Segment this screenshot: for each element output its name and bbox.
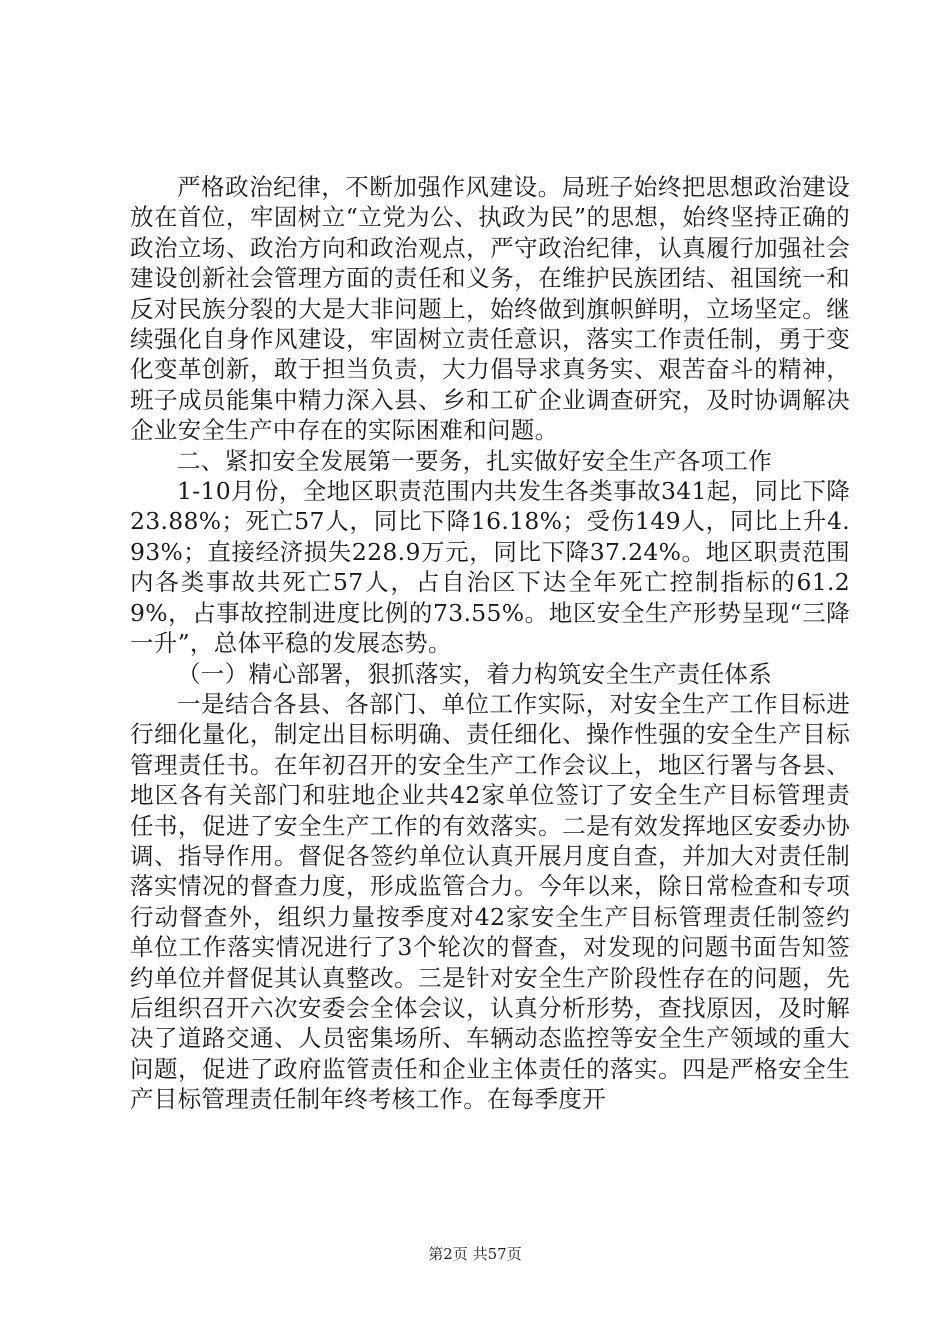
paragraph-responsibility-measures: 一是结合各县、各部门、单位工作实际，对安全生产工作目标进行细化量化，制定出目标明确、责任细化、操作性强的安全生产目标管理责任书。在年初召开的安全生产工作会议上，地区行署与各县、地区各有关部门和驻地企业共42家单位签订了安全生产目标管理责任书，促进了安全生产工作的有效落实。二是有效发挥地区安委办协调、指导作用。督促各签约单位认真开展月度自查，并加大对责任制落实情况的督查力度，形成监管合力。今年以来，除日常检查和专项行动督查外，组织力量按季度对42家安全生产目标管理责任制签约单位工作落实情况进行了3个轮次的督查，对发现的问题书面告知签约单位并督促其认真整改。三是针对安全生产阶段性存在的问题，先后组织召开六次安委会全体会议，认真分析形势，查找原因，及时解决了道路交通、人员密集场所、车辆动态监控等安全生产领域的重大问题，促进了政府监管责任和企业主体责任的落实。四是严格安全生产目标管理责任制年终考核工作。在每季度开 bbox=[130, 689, 850, 1114]
paragraph-accident-statistics: 1-10月份，全地区职责范围内共发生各类事故341起，同比下降23.88%；死亡57人，同比下降16.18%；受伤149人，同比上升4.93%；直接经济损失228.9万元，同比下降37.24%。地区职责范围内各类事故共死亡57人，占自治区下达全年死亡控制指标的61.29%，占事故控制进度比例的73.55%。地区安全生产形势呈现“三降一升”，总体平稳的发展态势。 bbox=[130, 477, 850, 658]
subsection-heading-responsibility-system: （一）精心部署，狠抓落实，着力构筑安全生产责任体系 bbox=[177, 659, 772, 688]
page-number-footer: 第2页 共57页 bbox=[428, 1245, 522, 1263]
section-heading-safety-development: 二、紧扣安全发展第一要务，扎实做好安全生产各项工作 bbox=[177, 446, 772, 475]
paragraph-political-discipline: 严格政治纪律，不断加强作风建设。局班子始终把思想政治建设放在首位，牢固树立“立党为公、执政为民”的思想，始终坚持正确的政治立场、政治方向和政治观点，严守政治纪律，认真履行加强社会建设创新社会管理方面的责任和义务，在维护民族团结、祖国统一和反对民族分裂的大是大非问题上，始终做到旗帜鲜明，立场坚定。继续强化自身作风建设，牢固树立责任意识，落实工作责任制，勇于变化变革创新，敢于担当负责，大力倡导求真务实、艰苦奋斗的精神，班子成员能集中精力深入县、乡和工矿企业调查研究，及时协调解决企业安全生产中存在的实际困难和问题。 bbox=[130, 173, 850, 445]
document-body bbox=[130, 172, 850, 1115]
